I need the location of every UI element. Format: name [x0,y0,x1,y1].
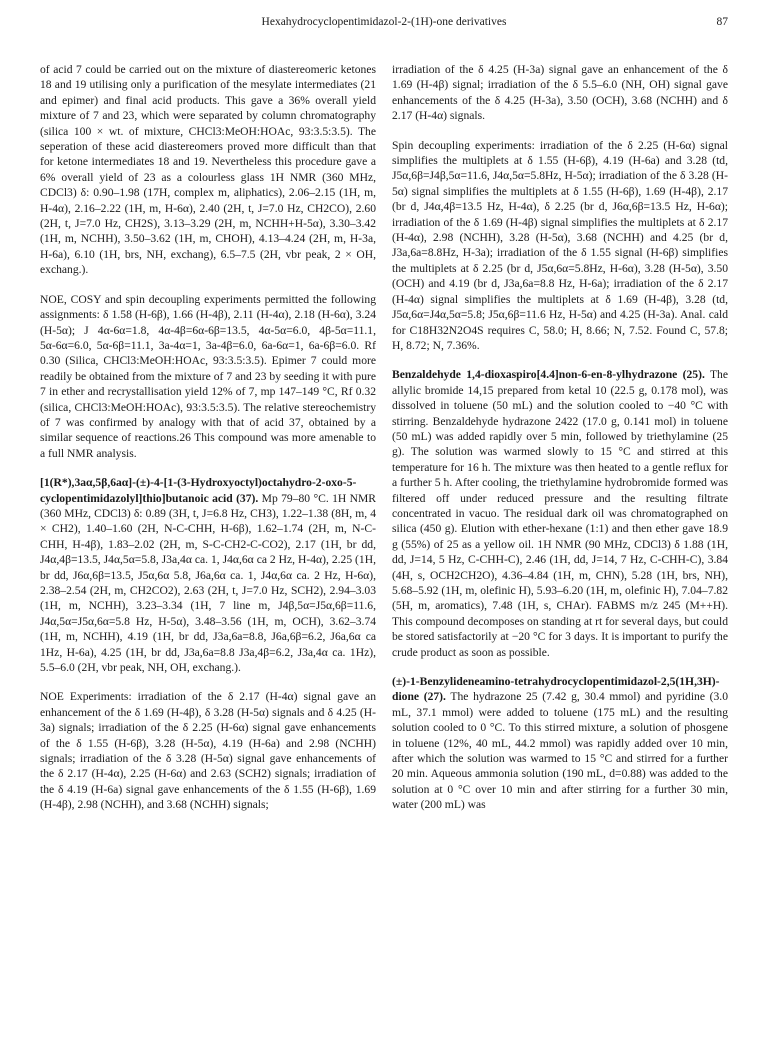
page-number: 87 [716,16,728,28]
compound-body: The allylic bromide 14,15 prepared from ketal 10 (22.5 g, 0.178 mol), was dissolved in toluene (50 mL) and the solution cooled to −40 °C with stirring. Benzaldehyde hydrazone 2422 (17.0 g, 0.141 mol) in toluene (50 mL) was added rapidly over 5 min, followed by triethylamine (25 g). The solution was warmed slowly to 15 °C and stirred at this temperature for 16 h. The mixture was then heated to a gentle reflux for a further 5 h. After cooling, the triethylamine hydrobromide formed was filtered off under reduced pressure and the resulting filtrate concentrated in vacuo. The residual dark oil was chromatographed on silica (450 g). Elution with ether-hexane (1:1) and then ether gave 18.9 g (55%) of 25 as a yellow oil. 1H NMR (90 MHz, CDCl3) δ 1.88 (1H, dd, J=14, 5 Hz, C-CHH-C), 2.46 (1H, dd, J=14, 7 Hz, C-CHH-C), 3.84 (4H, s, OCH2CH2O), 4.36–4.84 (1H, m, CHN), 5.28 (1H, brs, NH), 5.68–5.92 (1H, m, olefinic H), 5.93–6.20 (1H, m, olefinic H), 7.04–7.82 (5H, m, aromatics), 7.48 (1H, s, CHAr). FABMS m/z 245 (M++H). This compound decomposes on standing at rt for several days, but could be stored satisfactorily at −20 °C for 3 days. It is important to purify the crude product as soon as possible. [392,368,728,659]
right-column [392,62,728,827]
page-header [40,16,728,34]
compound-body: Mp 79–80 °C. 1H NMR (360 MHz, CDCl3) δ: 0.89 (3H, t, J=6.8 Hz, CH3), 1.22–1.38 (8H, m, 4 × CH2), 1.40–1.60 (2H, N-C-CHH, H-6β), 1.62–1.74 (2H, m, N-C-CHH, H-4β), 1.83–2.02 (2H, m, S-C-CH2-C-CO2), 2.17 (1H, br dd, J4α,4β=13.5, J4α,5α=5.8, J3a,4α ca. 1, J4α,6α ca 2 Hz, H-4α), 2.25 (1H, br dd, J6α,6β=13.5, J5α,6α 5.8, J6a,6α ca. 1, J4α,6α ca. 2 Hz, H-6α), 2.38–2.54 (2H, m, CH2CO2), 2.63 (2H, t, J=7.0 Hz, SCH2), 2.94–3.03 (1H, m, NCHH), 3.23–3.34 (1H, 7 line m, J4β,5α=J5α,6β=11.6, J4α,5α=J5α,6α=5.8 Hz, H-5α), 3.48–3.56 (1H, m, OCH), 3.62–3.74 (1H, m, NCHH), 4.19 (1H, br dd, J3a,6a=8.8, J6a,6β=6.2, J6a,6α ca 1Hz, H-6a), 4.25 (1H, br dd, J3a,6a=8.8 J3a,4β=6.2, J3a,4α ca. 1Hz), 5.5–6.0 (2H, vbr peak, NH, OH, exchang.). [40,491,377,675]
paragraph: NOE, COSY and spin decoupling experiments permitted the following assignments: δ 1.58 (H-6β), 1.66 (H-4β), 2.11 (H-4α), 2.18 (H-6α), 3.24 (H-5α); J 4α-6α=1.8, 4α-4β=6α-6β=13.5, 4α-5α=6.0, 4β-5α=11.1, 5α-6α=6.0, 5α-6β=11.1, 3a-4α=1, 3a-4β=6.0, 6a-6α=1, 6a-6β=6.0. Rf 0.30 (Silica, CHCl3:MeOH:HOAc, 93:3.5:3.5). Epimer 7 could more readily be obtained from the mixture of 7 and 23 by seeding it with pure 7 in ether and recrystallisation yield 12% of 7, mp 147–149 °C, Rf 0.32 (silica, CHCl3:MeOH:HOAc), 93:3.5:3.5). The relative stereochemistry of 7 was confirmed by analogy with that of acid 37, obtained by a similar sequence of reactions.26 This compound was more amenable to a full NMR analysis. [40,292,376,460]
compound-heading: (±)-1-Benzylideneamino-tetrahydrocyclopentimidazol-2,5(1H,3H)-dione (27). [392,675,720,704]
compound-paragraph [40,475,376,675]
compound-heading: [1(R*),3aα,5β,6aα]-(±)-4-[1-(3-Hydroxyoctyl)octahydro-2-oxo-5-cyclopentimidazolyl]thio]butanoic acid (37). [40,476,357,505]
compound-paragraph [392,367,728,660]
left-column [40,62,376,827]
paragraph: Spin decoupling experiments: irradiation of the δ 2.25 (H-6α) signal simplifies the multiplets at δ 1.55 (H-6β), 4.19 (H-6a) and 3.28 (td, J5α,6β=J4β,5α=11.6, J4α,5α=5.8Hz, H-5α); irradiation of the δ 3.28 (H-5α) signal simplifies the multiplets at δ 1.55 (H-6β), 1.69 (H-4β), 2.17 (br d, J4α,4β=13.5 Hz, H-4α), δ 2.25 (br d, J6α,6β=13.5 Hz, H-6α); irradiation of the δ 1.69 (H-4β) signal simplifies the multiplets at δ 2.17 (H-4α), 2.98 (NCHH), 3.28 (H-5α), 3.68 (NCHH) and 4.25 (br d, J3a,6a=8.8Hz, H-3a); irradiation of the δ 1.55 signal (H-6β) simplifies the multiplets at δ 2.25 (br d, J5α,6α=5.8Hz, H-6α), 3.28 (H-5α), 3.50 (OCH) and 4.19 (br d, J3a,6a=8.8 Hz, H-6a); irradiation of the δ 2.17 (H-4α) signal simplifies the multiplets at δ 1.69 (H-4β), 3.28 (td, J5α,6α=J4α,5α=5.8; J5α,6β=11.6 Hz, H-5α) and 4.25 (H-3a). Anal. cald for C18H32N2O4S requires C, 58.0; H, 8.66; N, 7.52. Found C, 57.8; H, 8.72; N, 7.36%. [392,138,728,352]
paragraph: NOE Experiments: irradiation of the δ 2.17 (H-4α) signal gave an enhancement of the δ 1.69 (H-4β), δ 3.28 (H-5α) signals and δ 4.25 (H-3a) signals; irradiation of the δ 2.25 (H-6α) signal gave enhancements of the δ 1.55 (H-6β), 3.28 (H-5α), 4.19 (H-6a) and 2.98 (NCHH) signals; irradiation of the δ 3.28 (H-5α) signal gave enhancements of the δ 2.17 (H-4α), 2.25 (H-6α) and 2.63 (SCH2) signals; irradiation of the δ 4.19 (H-6a) signal gave enhancements of the δ 1.55 (H-6β), 1.69 (H-4β), 2.98 (NCHH), and 3.68 (NCHH) signals; [40,690,376,812]
running-title: Hexahydrocyclopentimidazol-2-(1H)-one derivatives [261,16,507,28]
paragraph: of acid 7 could be carried out on the mixture of diastereomeric ketones 18 and 19 utilising only a purification of the mesylate intermediates (21 and epimer) and final acid products. This gave a 36% overall yield mixture of 7 and 23, which were separated by column chromatography (silica 100 × wt. of mixture, CHCl3:MeOH:HOAc, 93:3.5:3.5). The seperation of these acid diastereomers proved more difficult than that for ketone intermediates 18 and 19. Nevertheless this procedure gave a 6% overall yield of 23 as a colourless glass 1H NMR (360 MHz, CDCl3) δ: 0.90–1.98 (17H, complex m, aliphatics), 2.06–2.15 (1H, m, H-4α), 2.16–2.22 (1H, m, H-6α), 2.40 (2H, t, J=7.0 Hz, CH2CO), 2.60 (2H, t, J=7.0 Hz, CH2S), 3.13–3.29 (2H, m, NCHH+H-5α), 3.30–3.42 (1H, m, NCHH), 3.50–3.62 (1H, m, CHOH), 4.13–4.24 (2H, m, H-3a, H-6a), 6.10 (1H, brs, NH, exchang), 6.5–7.5 (2H, vbr peak, 2 × OH, exchang.). [40,63,376,277]
compound-heading: Benzaldehyde 1,4-dioxaspiro[4.4]non-6-en-8-ylhydrazone (25). [392,368,705,382]
compound-paragraph [392,674,728,813]
paragraph: irradiation of the δ 4.25 (H-3a) signal gave an enhancement of the δ 1.69 (H-4β) signal; irradiation of the δ 5.5–6.0 (NH, OH) signal gave enhancements of the δ 4.25 (H-3a), 3.50 (OCH), 3.68 (NCHH) and δ 2.17 (H-4α) signals. [392,63,728,123]
compound-body: The hydrazone 25 (7.42 g, 30.4 mmol) and pyridine (3.0 mL, 37.1 mmol) were added to toluene (175 mL) and the resulting solution cooled to 0 °C. To this stirred mixture, a solution of phosgene in toluene (12%, 40 mL, 44.2 mmol) was rapidly added over 10 min, after which the solution was warmed to 15 °C and stirred for a further 20 min. Aqueous ammonia solution (190 mL, d=0.88) was added to the solution at 0 °C over 10 min and after stirring for a further 30 min, water (200 mL) was [392,690,728,812]
